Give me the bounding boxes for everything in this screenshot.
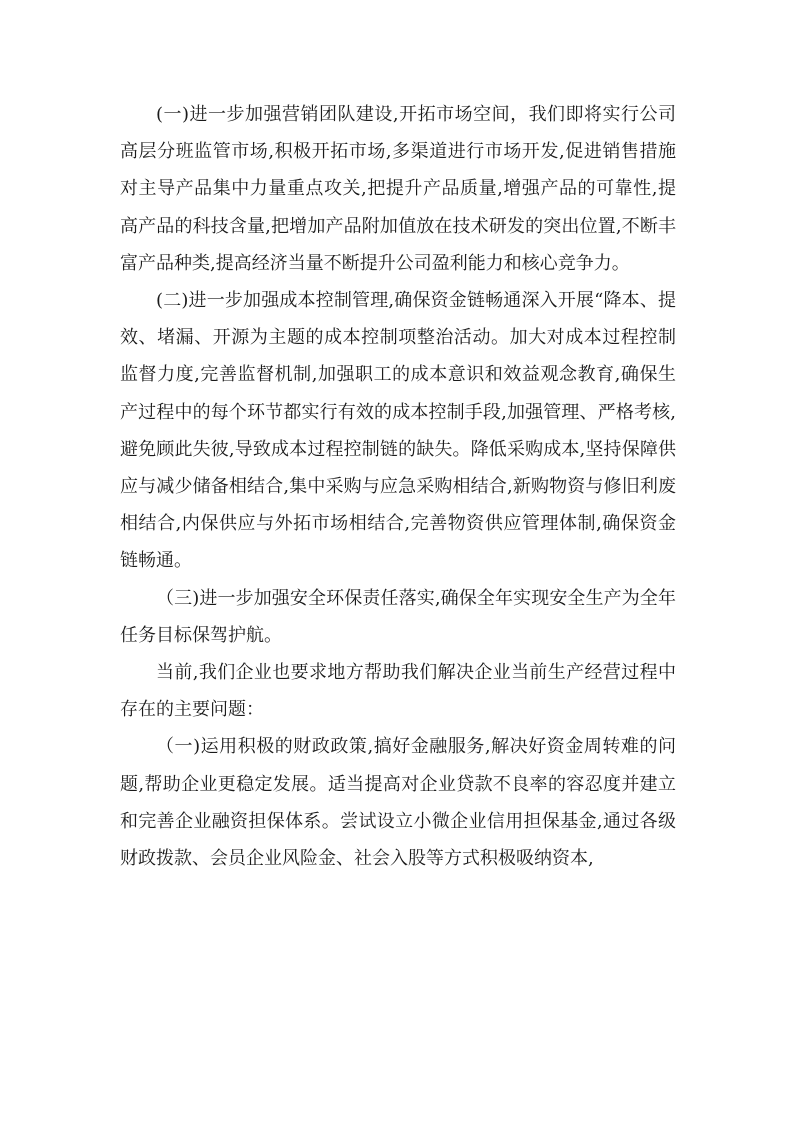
paragraph-marketing: (一)进一步加强营销团队建设,开拓市场空间，我们即将实行公司高层分班监管市场,积极开拓市场,多渠道进行市场开发,促进销售措施对主导产品集中力量重点攻关,把提升产品质量,增强产品的可靠性,提高产品的科技含量,把增加产品附加值放在技术研发的突出位置,不断丰富产品种类,提高经济当量不断提升公司盈利能力和核心竞争力。: [120, 104, 676, 274]
paragraph-fiscal-policy: （一)运用积极的财政政策,搞好金融服务,解决好资金周转难的问题,帮助企业更稳定发展。适当提高对企业贷款不良率的容忍度并建立和完善企业融资担保体系。尝试设立小微企业信用担保基金,通过各级财政拨款、会员企业风险金、社会入股等方式积极吸纳资本,: [120, 736, 676, 870]
paragraph-safety: （三)进一步加强安全环保责任落实,确保全年实现安全生产为全年任务目标保驾护航。: [120, 587, 676, 646]
paragraph-issues-intro: 当前,我们企业也要求地方帮助我们解决企业当前生产经营过程中存在的主要问题：: [120, 662, 676, 721]
document-body: [120, 96, 676, 877]
paragraph-cost-control: (二)进一步加强成本控制管理,确保资金链畅通深入开展“降本、提效、堵漏、开源为主题的成本控制项整治活动。加大对成本过程控制监督力度,完善监督机制,加强职工的成本意识和效益观念教育,确保生产过程中的每个环节都实行有效的成本控制手段,加强管理、严格考核,避免顾此失彼,导致成本过程控制链的缺失。降低采购成本,坚持保障供应与减少储备相结合,集中采购与应急采购相结合,新购物资与修旧利废相结合,内保供应与外拓市场相结合,完善物资供应管理体制,确保资金链畅通。: [120, 290, 676, 572]
